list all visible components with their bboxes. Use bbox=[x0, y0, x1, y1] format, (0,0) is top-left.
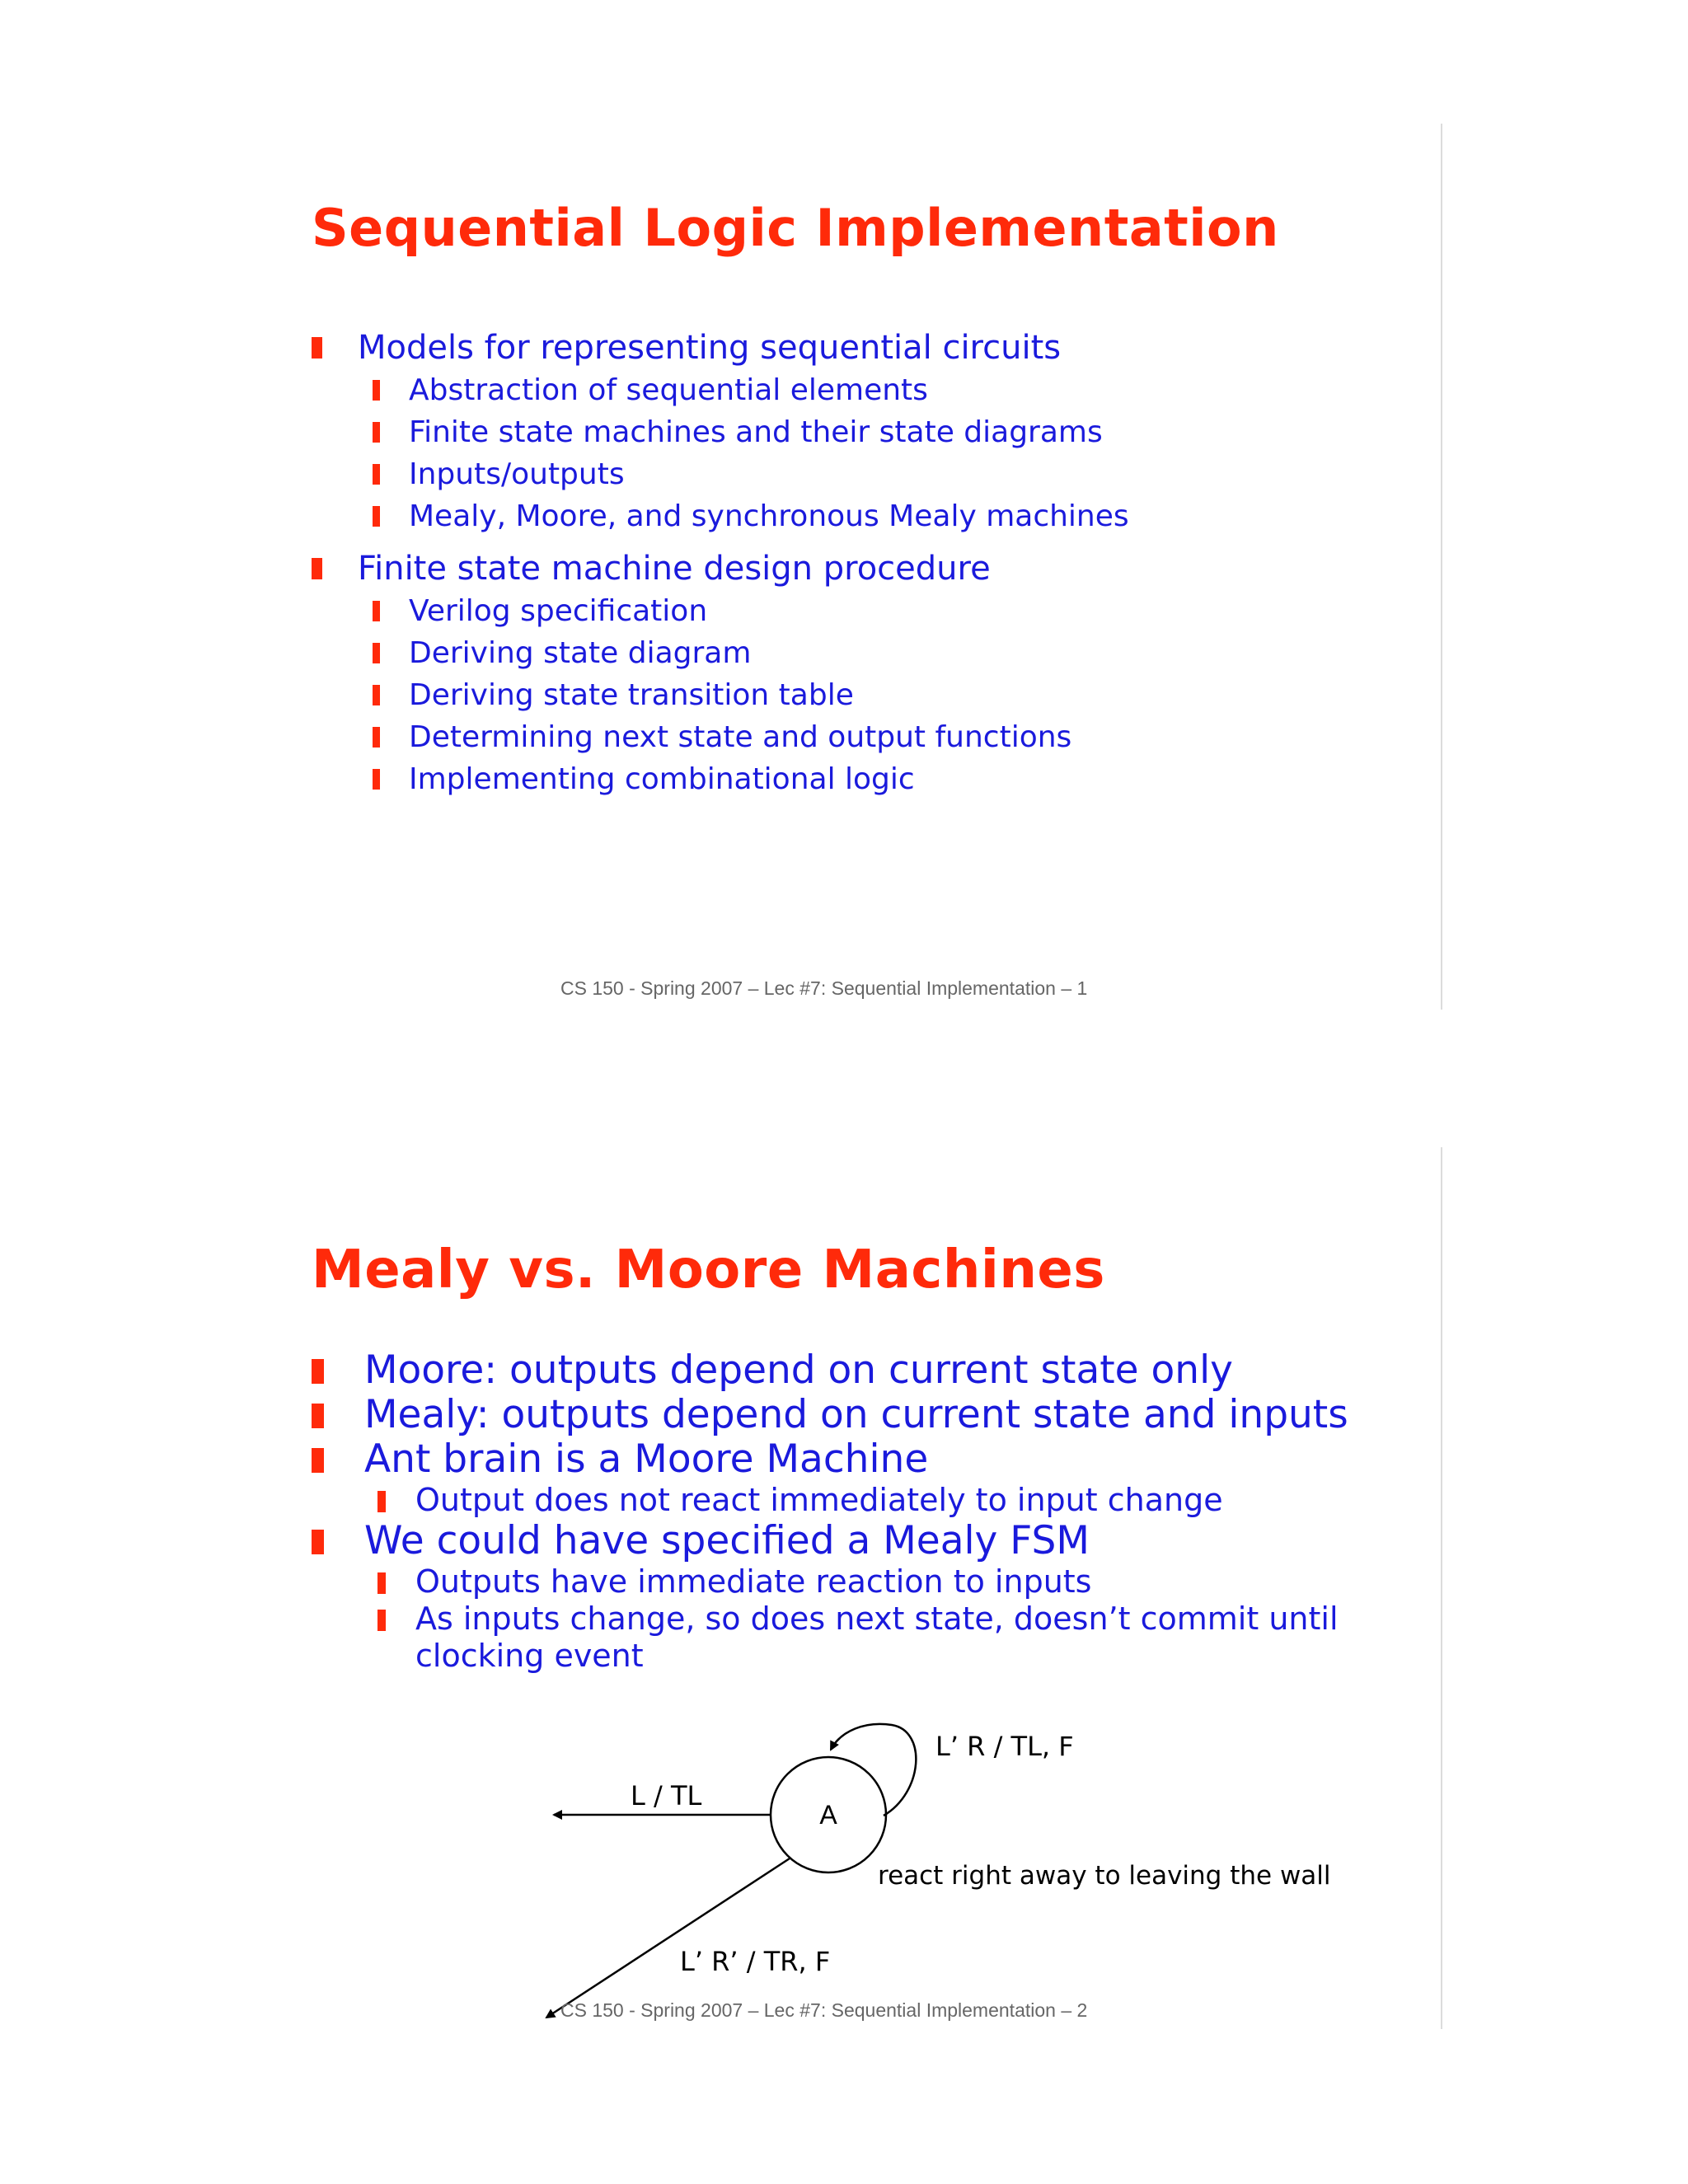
bullet-text: Mealy: outputs depend on current state and inputs bbox=[364, 1392, 1348, 1437]
subbullet-text: Determining next state and output functions bbox=[409, 720, 1072, 754]
bullet-text: Moore: outputs depend on current state only bbox=[364, 1347, 1233, 1393]
subbullet-text: Finite state machines and their state diagrams bbox=[409, 415, 1103, 449]
subbullet-text: Deriving state transition table bbox=[409, 678, 854, 712]
subbullet-text: Output does not react immediately to input change bbox=[415, 1482, 1223, 1518]
subbullet-text: As inputs change, so does next state, doesn’t commit until bbox=[415, 1601, 1339, 1637]
bullet-text: Models for representing sequential circuits bbox=[358, 329, 1062, 367]
left-transition-label: L / TL bbox=[631, 1780, 702, 1811]
diagram-note: react right away to leaving the wall bbox=[878, 1861, 1331, 1891]
subbullet-text: Deriving state diagram bbox=[409, 636, 752, 670]
subbullet-text: Mealy, Moore, and synchronous Mealy machines bbox=[409, 499, 1129, 533]
subbullet-text: Inputs/outputs bbox=[409, 457, 625, 491]
subbullet-text: Abstraction of sequential elements bbox=[409, 373, 928, 407]
subbullet-text: Outputs have immediate reaction to inputs bbox=[415, 1563, 1092, 1600]
bullet-text: Finite state machine design procedure bbox=[358, 550, 991, 588]
subbullet-text: Implementing combinational logic bbox=[409, 762, 915, 796]
diagonal-transition-label: L’ R’ / TR, F bbox=[680, 1946, 831, 1977]
diagonal-transition-arrow bbox=[546, 1858, 790, 2018]
self-loop-label: L’ R / TL, F bbox=[935, 1731, 1074, 1762]
slide1-title: Sequential Logic Implementation bbox=[312, 198, 1279, 258]
subbullet-text-continued: clocking event bbox=[415, 1638, 644, 1674]
bullet-text: Ant brain is a Moore Machine bbox=[364, 1436, 929, 1482]
state-node-a-label: A bbox=[819, 1800, 837, 1830]
subbullet-text: Verilog specification bbox=[409, 594, 708, 628]
slide1-footer: CS 150 - Spring 2007 – Lec #7: Sequential Implementation – 1 bbox=[560, 977, 1088, 999]
slide2-title: Mealy vs. Moore Machines bbox=[312, 1240, 1105, 1301]
self-loop-arrow bbox=[831, 1724, 916, 1816]
slide2-footer: CS 150 - Spring 2007 – Lec #7: Sequential Implementation – 2 bbox=[560, 1999, 1088, 2021]
bullet-text: We could have specified a Mealy FSM bbox=[364, 1518, 1090, 1563]
